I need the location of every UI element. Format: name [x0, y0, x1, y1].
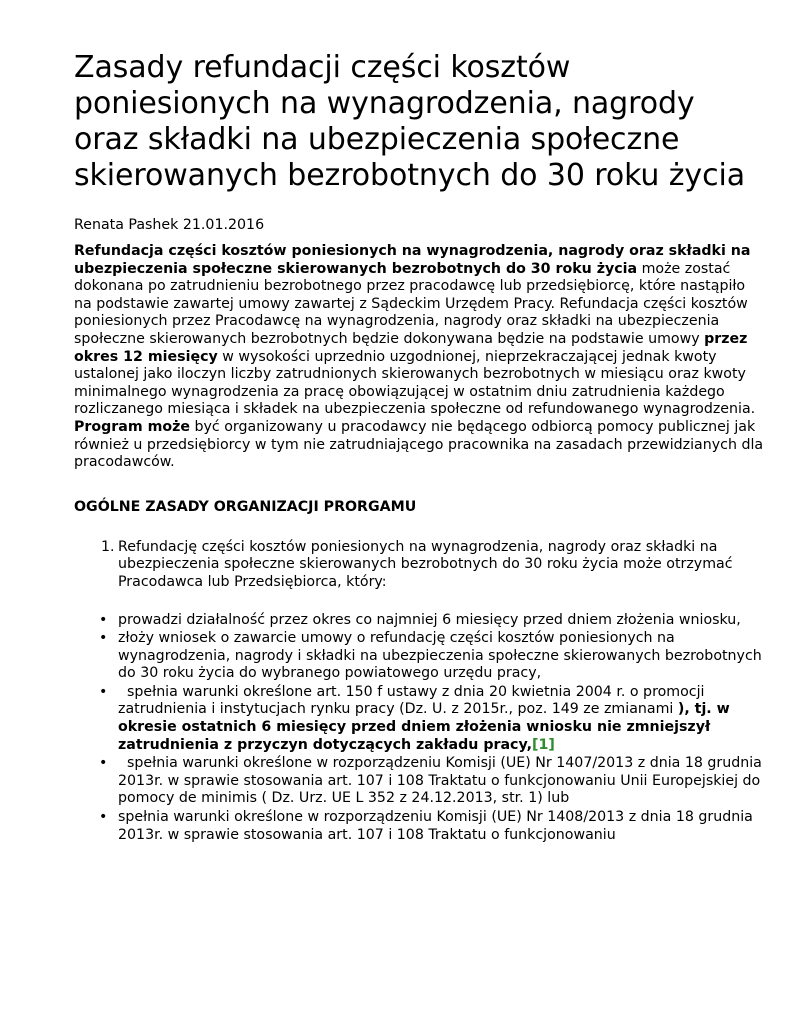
- list-item: [74, 684, 764, 754]
- bullet-icon: •: [99, 611, 108, 628]
- list-item-text: spełnia warunki określone w rozporządzeniu Komisji (UE) Nr 1407/2013 z dnia 18 grudnia 2013r. w sprawie stosowania art. 107 i 108 Traktatu o funkcjonowaniu Unii Europejskiej do pomocy de minimis ( Dz. Urz. UE L 352 z 24.12.2013, str. 1) lub: [118, 755, 767, 807]
- footnote-link[interactable]: [1]: [532, 736, 555, 753]
- intro-paragraph-1: [74, 243, 764, 419]
- list-number: 1.: [101, 538, 115, 555]
- numbered-item-text: Refundację części kosztów poniesionych na wynagrodzenia, nagrody oraz składki na ubezpieczenia społeczne skierowanych bezrobotnych do 30 roku życia może otrzymać Pracodawca lub Przedsiębiorca, który:: [118, 538, 733, 590]
- list-item: [74, 630, 764, 683]
- list-item-text: spełnia warunki określone art. 150 f ustawy z dnia 20 kwietnia 2004 r. o promocji zatrudnienia i instytucjach rynku pracy (Dz. U. z 2015r., poz. 149 ze zmianami: [118, 683, 709, 718]
- list-item-bold-text: ), tj. w okresie ostatnich 6 miesięcy przed dniem złożenia wniosku nie zmniejszył zatrudnienia z przyczyn dotyczących zakładu pracy,: [118, 701, 730, 753]
- program-text: być organizowany u pracodawcy nie będącego odbiorcą pomocy publicznej jak również u przedsiębiorcy w tym nie zatrudniającego pracownika na zasadach przewidzianych dla pracodawców.: [74, 418, 764, 471]
- numbered-item: [74, 539, 764, 592]
- numbered-list: [74, 539, 764, 592]
- program-bold-lead: Program może: [74, 418, 191, 435]
- intro-bold-lead: Refundacja części kosztów poniesionych na wynagrodzenia, nagrody oraz składki na ubezpieczenia społeczne skierowanych bezrobotnych do 30 roku życia: [74, 243, 751, 277]
- publish-date: 21.01.2016: [182, 217, 265, 233]
- list-item: [74, 755, 767, 808]
- intro-text-1: może zostać dokonana po zatrudnieniu bezrobotnego przez pracodawcę lub przedsiębiorcę, które nastąpiło na podstawie zawartej umowy zawartej z Sądeckim Urzędem Pracy. Refundacja części kosztów poniesionych przez Pracodawcę na wynagrodzenia, nagrody oraz składki na ubezpieczenia społeczne skierowanych bezrobotnych będzie dokonywana będzie na podstawie umowy: [74, 260, 748, 347]
- intro-bold-period: przez okres 12 miesięcy: [74, 330, 748, 365]
- list-item-text: złoży wniosek o zawarcie umowy o refundację części kosztów poniesionych na wynagrodzenia, nagrody i składki na ubezpieczenia społeczne skierowanych bezrobotnych do 30 roku życia do wybranego powiatowego urzędu pracy,: [118, 630, 762, 682]
- list-item: [74, 809, 764, 844]
- document-page: [74, 50, 767, 845]
- bullet-icon: •: [99, 630, 108, 647]
- bullet-icon: •: [99, 755, 108, 772]
- article-title: Zasady refundacji części kosztów poniesionych na wynagrodzenia, nagrody oraz składki na ubezpieczenia społeczne skierowanych bezrobotnych do 30 roku życia: [74, 50, 745, 193]
- section-heading: OGÓLNE ZASADY ORGANIZACJI PRORGAMU: [74, 498, 417, 515]
- list-item: [74, 612, 764, 630]
- author-name: Renata Pashek: [74, 217, 179, 233]
- intro-paragraph-2: [74, 419, 764, 472]
- bullet-icon: •: [99, 683, 108, 700]
- article-meta: [74, 216, 764, 234]
- bullet-icon: •: [99, 809, 108, 826]
- intro-text-2: w wysokości uprzednio uzgodnionej, nieprzekraczającej jednak kwoty ustalonej jako iloczyn liczby zatrudnionych skierowanych bezrobotnych w miesiącu oraz kwoty minimalnego wynagrodzenia za pracę obowiązującej w ostatnim dniu zatrudnienia każdego rozliczanego miesiąca i składek na ubezpieczenia społeczne od refundowanego wynagrodzenia.: [74, 348, 756, 418]
- bullet-list: [74, 611, 767, 845]
- list-item-text: spełnia warunki określone w rozporządzeniu Komisji (UE) Nr 1408/2013 z dnia 18 grudnia 2013r. w sprawie stosowania art. 107 i 108 Traktatu o funkcjonowaniu: [118, 809, 753, 843]
- list-item-text: prowadzi działalność przez okres co najmniej 6 miesięcy przed dniem złożenia wniosku,: [118, 611, 741, 628]
